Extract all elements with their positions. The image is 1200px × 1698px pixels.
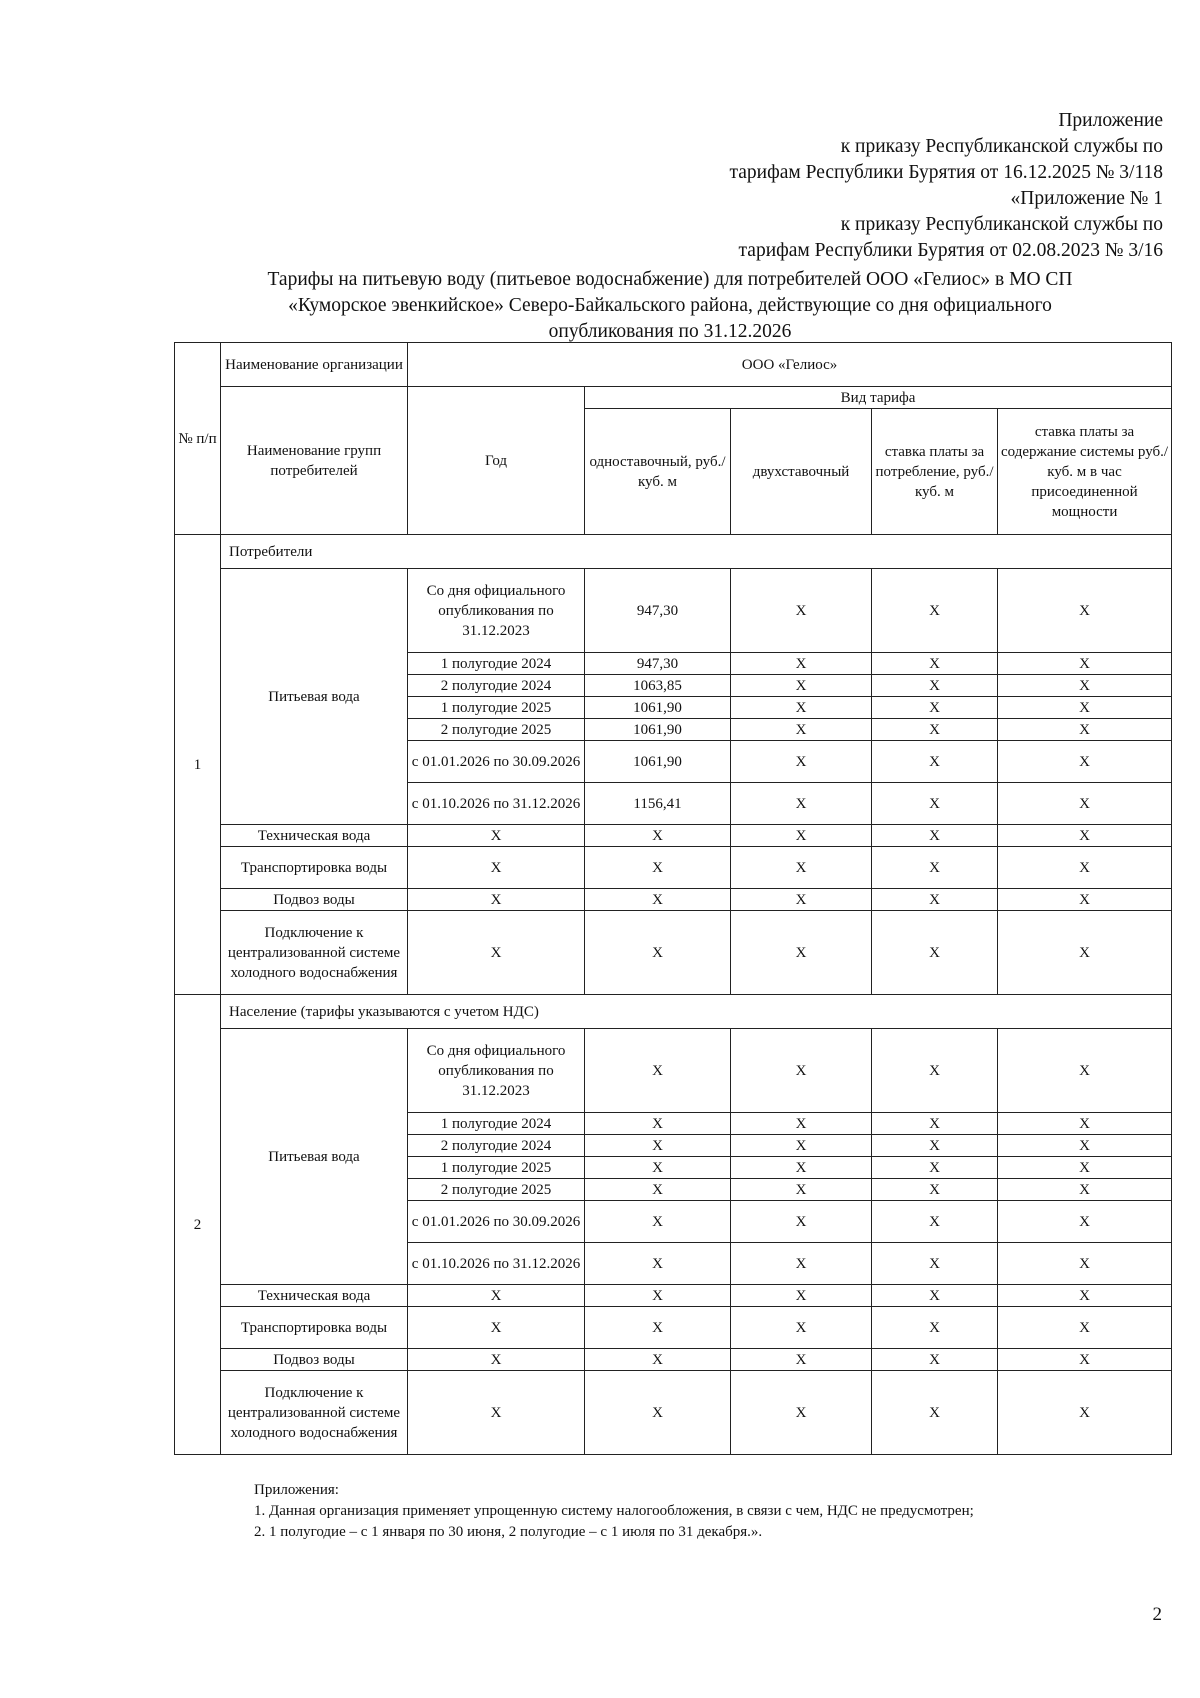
- value-cell: X: [408, 1349, 585, 1371]
- value-cell: X: [998, 1307, 1172, 1349]
- col-two-rate-header: двухставочный: [731, 409, 872, 535]
- value-cell: X: [872, 1201, 998, 1243]
- value-cell: X: [731, 1029, 872, 1113]
- table-row: [175, 911, 1172, 995]
- row-number: 1: [175, 535, 221, 995]
- value-cell: X: [998, 1349, 1172, 1371]
- period-cell: с 01.10.2026 по 31.12.2026: [408, 783, 585, 825]
- org-name: ООО «Гелиос»: [408, 343, 1172, 387]
- notes-heading: Приложения:: [254, 1482, 339, 1498]
- value-cell: X: [872, 783, 998, 825]
- section-title: Потребители: [221, 535, 1172, 569]
- consumer-group: Питьевая вода: [221, 1029, 408, 1285]
- value-cell: X: [998, 1371, 1172, 1455]
- value-cell: X: [998, 1179, 1172, 1201]
- table-row: [175, 825, 1172, 847]
- value-cell: X: [731, 911, 872, 995]
- col-group-header: Наименование групп потребителей: [221, 387, 408, 535]
- value-cell: X: [731, 1135, 872, 1157]
- value-cell: 947,30: [585, 569, 731, 653]
- value-cell: X: [731, 675, 872, 697]
- value-cell: 947,30: [585, 653, 731, 675]
- col-num-header: № п/п: [175, 343, 221, 535]
- period-cell: Со дня официального опубликования по 31.12.2023: [408, 1029, 585, 1113]
- value-cell: X: [872, 653, 998, 675]
- table-row: [175, 1285, 1172, 1307]
- value-cell: X: [731, 1179, 872, 1201]
- value-cell: X: [872, 1157, 998, 1179]
- value-cell: X: [872, 1179, 998, 1201]
- value-cell: X: [998, 675, 1172, 697]
- value-cell: X: [872, 911, 998, 995]
- tariff-table-body: [175, 535, 1172, 1455]
- value-cell: X: [731, 1157, 872, 1179]
- value-cell: X: [998, 569, 1172, 653]
- section-title: Население (тарифы указываются с учетом НДС): [221, 995, 1172, 1029]
- col-org-header: Наименование организации: [221, 343, 408, 387]
- value-cell: X: [872, 675, 998, 697]
- value-cell: X: [585, 1113, 731, 1135]
- value-cell: 1156,41: [585, 783, 731, 825]
- value-cell: X: [998, 1243, 1172, 1285]
- consumer-group: Техническая вода: [221, 825, 408, 847]
- value-cell: X: [872, 1349, 998, 1371]
- value-cell: X: [585, 1349, 731, 1371]
- row-number: 2: [175, 995, 221, 1455]
- header-line: Приложение: [1058, 110, 1163, 131]
- header-line: к приказу Республиканской службы по: [840, 214, 1163, 235]
- table-row: [175, 1349, 1172, 1371]
- value-cell: X: [585, 1029, 731, 1113]
- value-cell: X: [585, 1201, 731, 1243]
- consumer-group: Техническая вода: [221, 1285, 408, 1307]
- consumer-group: Подключение к централизованной системе холодного водоснабжения: [221, 911, 408, 995]
- value-cell: X: [872, 1113, 998, 1135]
- col-maintenance-rate-header: ставка платы за содержание системы руб./куб. м в час присоединенной мощности: [998, 409, 1172, 535]
- value-cell: 1061,90: [585, 719, 731, 741]
- value-cell: X: [585, 1179, 731, 1201]
- value-cell: X: [731, 889, 872, 911]
- document-title: [170, 267, 1170, 345]
- value-cell: X: [998, 825, 1172, 847]
- value-cell: X: [998, 911, 1172, 995]
- table-row: [175, 1371, 1172, 1455]
- value-cell: X: [408, 825, 585, 847]
- header-line: тарифам Республики Бурятия от 16.12.2025 № 3/118: [729, 162, 1163, 183]
- value-cell: X: [585, 911, 731, 995]
- value-cell: X: [585, 1307, 731, 1349]
- value-cell: X: [585, 1157, 731, 1179]
- value-cell: X: [872, 1307, 998, 1349]
- value-cell: X: [872, 847, 998, 889]
- value-cell: X: [731, 741, 872, 783]
- value-cell: X: [585, 889, 731, 911]
- value-cell: X: [731, 1349, 872, 1371]
- header-line: «Приложение № 1: [1010, 188, 1163, 209]
- value-cell: X: [731, 719, 872, 741]
- period-cell: Со дня официального опубликования по 31.12.2023: [408, 569, 585, 653]
- consumer-group: Транспортировка воды: [221, 1307, 408, 1349]
- col-one-rate-header: одноставочный, руб./ куб. м: [585, 409, 731, 535]
- value-cell: X: [731, 783, 872, 825]
- value-cell: X: [998, 783, 1172, 825]
- title-line: Тарифы на питьевую воду (питьевое водоснабжение) для потребителей ООО «Гелиос» в МО СП: [267, 269, 1073, 290]
- section-title-row: [175, 995, 1172, 1029]
- value-cell: X: [998, 1113, 1172, 1135]
- notes: [254, 1480, 974, 1543]
- value-cell: X: [872, 741, 998, 783]
- value-cell: X: [408, 1285, 585, 1307]
- value-cell: X: [408, 847, 585, 889]
- value-cell: X: [998, 741, 1172, 783]
- value-cell: X: [585, 1135, 731, 1157]
- value-cell: X: [731, 653, 872, 675]
- value-cell: X: [731, 847, 872, 889]
- consumer-group: Подвоз воды: [221, 889, 408, 911]
- value-cell: X: [998, 889, 1172, 911]
- value-cell: X: [872, 1371, 998, 1455]
- value-cell: X: [872, 825, 998, 847]
- consumer-group: Транспортировка воды: [221, 847, 408, 889]
- period-cell: 1 полугодие 2025: [408, 697, 585, 719]
- value-cell: X: [872, 1029, 998, 1113]
- value-cell: X: [872, 1285, 998, 1307]
- value-cell: X: [872, 1243, 998, 1285]
- value-cell: X: [872, 889, 998, 911]
- value-cell: X: [585, 1243, 731, 1285]
- value-cell: X: [872, 719, 998, 741]
- value-cell: X: [998, 847, 1172, 889]
- value-cell: 1063,85: [585, 675, 731, 697]
- consumer-group: Подключение к централизованной системе холодного водоснабжения: [221, 1371, 408, 1455]
- value-cell: X: [731, 697, 872, 719]
- note-item: 2. 1 полугодие – с 1 января по 30 июня, 2 полугодие – с 1 июля по 31 декабря.».: [254, 1524, 763, 1540]
- title-line: опубликования по 31.12.2026: [548, 321, 792, 342]
- value-cell: X: [998, 697, 1172, 719]
- table-row: [175, 889, 1172, 911]
- value-cell: X: [585, 1371, 731, 1455]
- value-cell: X: [998, 1285, 1172, 1307]
- period-cell: 1 полугодие 2025: [408, 1157, 585, 1179]
- value-cell: X: [998, 719, 1172, 741]
- period-cell: с 01.10.2026 по 31.12.2026: [408, 1243, 585, 1285]
- value-cell: X: [998, 1201, 1172, 1243]
- value-cell: X: [998, 1135, 1172, 1157]
- value-cell: X: [408, 889, 585, 911]
- table-row: [175, 1307, 1172, 1349]
- value-cell: X: [408, 1307, 585, 1349]
- value-cell: 1061,90: [585, 741, 731, 783]
- value-cell: X: [731, 1243, 872, 1285]
- value-cell: X: [585, 1285, 731, 1307]
- value-cell: X: [731, 569, 872, 653]
- title-line: «Куморское эвенкийское» Северо-Байкальского района, действующие со дня официального: [288, 295, 1052, 316]
- value-cell: X: [585, 847, 731, 889]
- period-cell: 2 полугодие 2025: [408, 1179, 585, 1201]
- value-cell: X: [998, 653, 1172, 675]
- value-cell: X: [998, 1157, 1172, 1179]
- tariff-type-header: Вид тарифа: [585, 387, 1172, 409]
- value-cell: X: [731, 825, 872, 847]
- value-cell: X: [408, 1371, 585, 1455]
- period-cell: 1 полугодие 2024: [408, 653, 585, 675]
- value-cell: X: [872, 569, 998, 653]
- col-consumption-rate-header: ставка платы за потребление, руб./ куб. м: [872, 409, 998, 535]
- note-item: 1. Данная организация применяет упрощенную систему налогообложения, в связи с чем, НДС не предусмотрен;: [254, 1503, 974, 1519]
- consumer-group: Подвоз воды: [221, 1349, 408, 1371]
- document-header: [730, 108, 1163, 264]
- tariff-table: [174, 342, 1172, 1455]
- value-cell: X: [872, 1135, 998, 1157]
- value-cell: X: [998, 1029, 1172, 1113]
- period-cell: с 01.01.2026 по 30.09.2026: [408, 741, 585, 783]
- table-row: [175, 569, 1172, 653]
- period-cell: 2 полугодие 2024: [408, 675, 585, 697]
- value-cell: X: [731, 1201, 872, 1243]
- period-cell: 2 полугодие 2025: [408, 719, 585, 741]
- table-row: [175, 1029, 1172, 1113]
- value-cell: X: [731, 1307, 872, 1349]
- value-cell: X: [731, 1371, 872, 1455]
- header-line: к приказу Республиканской службы по: [840, 136, 1163, 157]
- value-cell: X: [731, 1113, 872, 1135]
- value-cell: 1061,90: [585, 697, 731, 719]
- period-cell: с 01.01.2026 по 30.09.2026: [408, 1201, 585, 1243]
- value-cell: X: [585, 825, 731, 847]
- table-row: [175, 847, 1172, 889]
- value-cell: X: [731, 1285, 872, 1307]
- consumer-group: Питьевая вода: [221, 569, 408, 825]
- period-cell: 1 полугодие 2024: [408, 1113, 585, 1135]
- col-year-header: Год: [408, 387, 585, 535]
- value-cell: X: [408, 911, 585, 995]
- page-number: 2: [1152, 1604, 1162, 1625]
- header-line: тарифам Республики Бурятия от 02.08.2023 № 3/16: [738, 240, 1163, 261]
- value-cell: X: [872, 697, 998, 719]
- period-cell: 2 полугодие 2024: [408, 1135, 585, 1157]
- section-title-row: [175, 535, 1172, 569]
